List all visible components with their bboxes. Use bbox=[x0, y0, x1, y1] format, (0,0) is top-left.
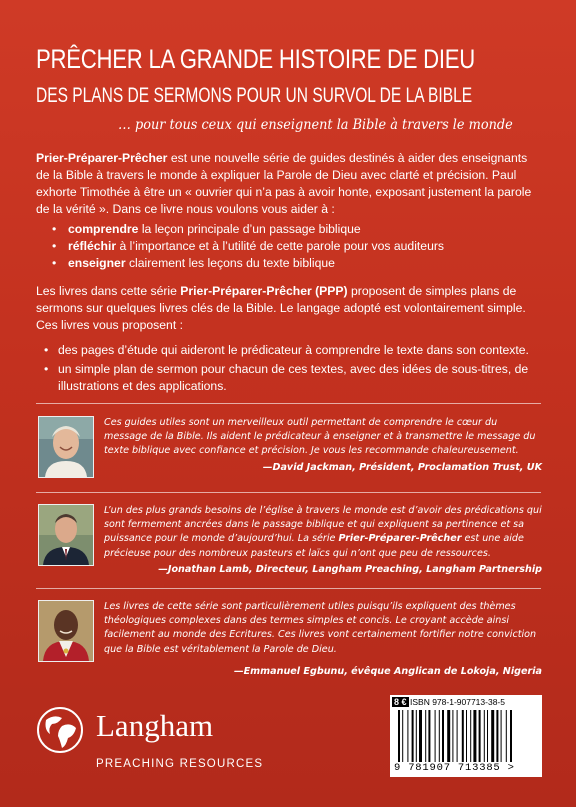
series-name: Prier-Préparer-Prêcher bbox=[36, 151, 168, 165]
quote-text: Les livres de cette série sont particulièrement utiles puisqu’ils expliquent des thèmes théologiques complexes dans des termes simples et concis. Le croyant accède ainsi facilement au monde des Ecritures. Ces livres vont certainement fortifier notre conviction que la Bible est véritablement la Parole de Dieu. bbox=[104, 601, 537, 655]
endorsement-3 bbox=[38, 600, 543, 680]
divider bbox=[36, 403, 541, 404]
quote-text bbox=[104, 504, 542, 561]
list-item: • des pages d’étude qui aideront le prédicateur à comprendre le texte dans son contexte. bbox=[36, 342, 541, 359]
endorser-signature: —David Jackman, Président, Proclamation Trust, UK bbox=[262, 461, 542, 473]
endorsement-quote bbox=[104, 504, 542, 577]
intro-paragraph bbox=[36, 150, 541, 272]
tagline: … pour tous ceux qui enseignent la Bible à travers le monde bbox=[118, 117, 513, 133]
publisher-imprint: PREACHING RESOURCES bbox=[96, 758, 264, 770]
price-tag: 8 € bbox=[394, 697, 407, 707]
quote-text: Ces guides utiles sont un merveilleux outil permettant de comprendre le cœur du message de la Bible. Ils aident le prédicateur à enseigner et à transmettre le message du texte biblique avec confiance et précision. Je vous les recommande chaleureusement. bbox=[104, 417, 536, 457]
barcode-number: 9 781907 713385 > bbox=[394, 762, 515, 774]
quote-text-before: L’un des plus grands besoins de l’église à travers le monde est d’avoir des prédications qui sont fermement ancrées dans le passage biblique et qui expliquent sa pertinence et sa puissance pour le monde d’aujourd’hui. La série bbox=[104, 505, 542, 545]
series-text-after: proposent de simples plans de sermons sur quelques livres clés de la Bible. Le langage adopté est volontairement simple. Ces livres vous proposent : bbox=[36, 284, 526, 332]
endorser-photo-1 bbox=[38, 416, 94, 478]
barcode-label bbox=[390, 695, 542, 777]
endorser-photo-3 bbox=[38, 600, 94, 662]
intro-bullet-list bbox=[36, 221, 541, 272]
series-name-ppp: Prier-Préparer-Prêcher (PPP) bbox=[180, 284, 348, 298]
list-item: • un simple plan de sermon pour chacun de ces textes, avec des idées de sous-titres, de illustrations et des applications. bbox=[36, 361, 541, 395]
endorser-signature: —Emmanuel Egbunu, évêque Anglican de Lokoja, Nigeria bbox=[234, 665, 542, 677]
quote-text-after: est une aide précieuse pour des nombreux pasteurs et laïcs qui n’ont que peu de ressources. bbox=[104, 533, 524, 559]
series-name-inline: Prier-Préparer-Prêcher bbox=[338, 533, 462, 545]
list-item bbox=[36, 221, 541, 238]
bullet-text: clairement les leçons du texte biblique bbox=[125, 256, 335, 270]
isbn-text: ISBN 978-1-907713-38-5 bbox=[410, 697, 505, 707]
globe-icon bbox=[36, 706, 84, 754]
bullet-text: à l’importance et à l’utilité de cette parole pour vos auditeurs bbox=[116, 239, 444, 253]
endorser-photo-2 bbox=[38, 504, 94, 566]
bullet-text: la leçon principale d’un passage biblique bbox=[138, 222, 361, 236]
bullet-keyword: enseigner bbox=[68, 256, 126, 270]
endorsement-quote bbox=[104, 416, 542, 475]
endorsement-2 bbox=[38, 504, 543, 584]
series-paragraph bbox=[36, 283, 541, 395]
series-text bbox=[36, 283, 541, 334]
book-subtitle: DES PLANS DE SERMONS POUR UN SURVOL DE LA BIBLE bbox=[36, 84, 473, 107]
publisher-name: Langham bbox=[96, 708, 214, 743]
list-item bbox=[36, 255, 541, 272]
series-bullet-list bbox=[36, 342, 541, 395]
endorsement-quote bbox=[104, 600, 542, 679]
list-item bbox=[36, 238, 541, 255]
series-text-before: Les livres dans cette série bbox=[36, 284, 181, 298]
intro-description: est une nouvelle série de guides destinés à aider des enseignants de la Bible à travers le monde à expliquer la Parole de Dieu avec clarté et précision. Paul exhorte Timothée à être un « ouvrier qui n’a pas à avoir honte, exposant justement la parole de la vérité ». Dans ce livre nous voulons vous aider à : bbox=[36, 151, 532, 216]
divider bbox=[36, 492, 541, 493]
divider bbox=[36, 588, 541, 589]
barcode-icon bbox=[396, 710, 536, 762]
bullet-keyword: réfléchir bbox=[68, 239, 117, 253]
book-title: PRÊCHER LA GRANDE HISTOIRE DE DIEU bbox=[36, 44, 476, 74]
intro-text bbox=[36, 150, 541, 218]
endorsement-1 bbox=[38, 416, 543, 496]
endorser-signature: —Jonathan Lamb, Directeur, Langham Preaching, Langham Partnership bbox=[158, 563, 542, 575]
bullet-keyword: comprendre bbox=[68, 222, 139, 236]
